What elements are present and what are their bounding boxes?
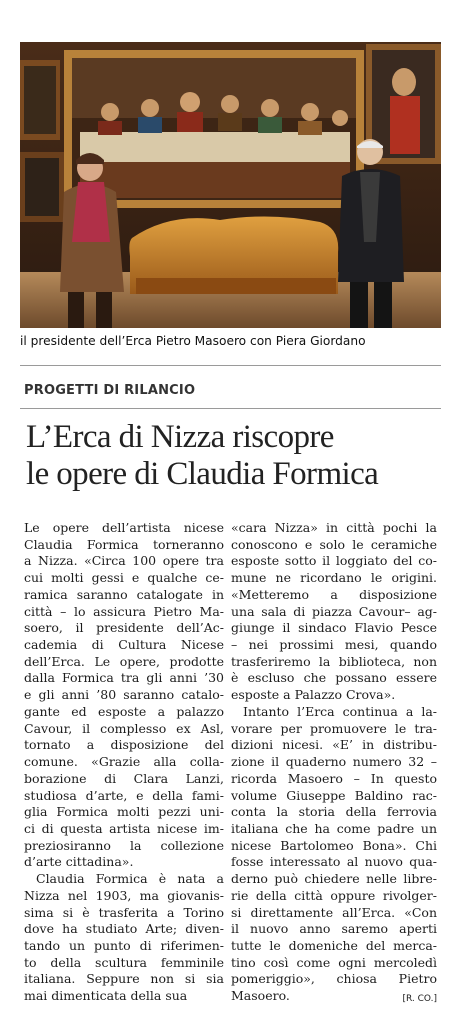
article-line: dalla Formica tra gli anni ’30: [24, 670, 224, 686]
article-line: fosse interessato al nuovo qua-: [231, 854, 437, 870]
article-line: [231, 988, 437, 1005]
article-line-end: Masoero.: [231, 988, 290, 1004]
article-line: comune. «Grazie alla colla-: [24, 754, 224, 770]
article-line: «cara Nizza» in città pochi la: [231, 520, 437, 535]
article-line: – nei prossimi mesi, quando: [231, 637, 437, 653]
article-line: mai dimenticata della sua: [24, 988, 188, 1004]
article-line: Nizza nel 1903, ma giovanis-: [24, 887, 224, 903]
article-line: derno può chiedere nelle libre-: [231, 871, 437, 887]
article-line: «Metteremo a disposizione: [231, 586, 437, 602]
article-line: tutte le domeniche del merca-: [231, 937, 437, 953]
article-line: giunge il sindaco Flavio Pesce: [231, 620, 437, 636]
article-line: dove ha studiato Arte; diven-: [24, 921, 224, 937]
article-line: zione il quaderno numero 32 –: [231, 754, 437, 770]
article-line: esposte a Palazzo Crova».: [231, 687, 396, 703]
article-line: tando un punto di riferimen-: [24, 937, 224, 953]
article-line: si direttamente all’Erca. «Con: [231, 904, 437, 920]
article-line: studiosa d’arte, e della fami-: [24, 787, 224, 803]
article-line: ramica saranno catalogate in: [24, 586, 224, 602]
article-column-left: [24, 520, 224, 1005]
article-line: il nuovo anno saremo aperti: [231, 921, 437, 937]
article-line: trasferiremo la biblioteca, non: [231, 653, 437, 669]
section-divider-top: [20, 365, 441, 366]
article-line: esposte sotto il loggiato del co-: [231, 553, 437, 569]
article-line: e gli anni ’80 saranno catalo-: [24, 687, 224, 703]
headline: [26, 419, 441, 493]
article-line: ricorda Masoero – In questo: [231, 770, 437, 786]
article-line: volume Giuseppe Baldino rac-: [231, 787, 437, 803]
article-line: dizioni nicesi. «E’ in distribu-: [231, 737, 437, 753]
article-line: italiana che ha come padre un: [231, 820, 437, 836]
article-line: cui molti gessi e qualche ce-: [24, 570, 224, 586]
article-line: rie della città oppure rivolger-: [231, 887, 437, 903]
article-line: a Nizza. «Circa 100 opere tra: [24, 553, 224, 569]
article-line: città – lo assicura Pietro Ma-: [24, 603, 224, 619]
article-line: glia Formica molti pezzi uni-: [24, 804, 224, 820]
section-divider-bottom: [20, 408, 441, 409]
article-line: tino così come ogni mercoledì: [231, 954, 437, 970]
article-line: gante ed esposte a palazzo: [24, 703, 224, 719]
article-line: conta la storia della ferrovia: [231, 804, 437, 820]
article-line: vorare per promuovere le tra-: [231, 720, 437, 736]
article-line: Claudia Formica torneranno: [24, 536, 224, 552]
article-line: Claudia Formica è nata a: [36, 871, 224, 887]
article-line: sima si è trasferita a Torino: [24, 904, 224, 920]
article-line: Cavour, il complesso ex Asl,: [24, 720, 224, 736]
article-line: borazione di Clara Lanzi,: [24, 770, 224, 786]
article-line: pomeriggio», chiosa Pietro: [231, 971, 437, 987]
article-photo: [20, 42, 441, 328]
article-line: una sala di piazza Cavour– ag-: [231, 603, 437, 619]
article-line: Le opere dell’artista nicese: [24, 520, 224, 535]
article-line: nicese Bartolomeo Bona». Chi: [231, 837, 437, 853]
article-line: soero, il presidente dell’Ac-: [24, 620, 224, 636]
article-line: Intanto l’Erca continua a la-: [243, 703, 437, 719]
headline-line-1: L’Erca di Nizza riscopre: [26, 419, 334, 455]
article-line: conoscono e solo le ceramiche: [231, 536, 437, 552]
kicker: PROGETTI DI RILANCIO: [24, 383, 196, 398]
article-line: tornato a disposizione del: [24, 737, 224, 753]
article-column-right: [231, 520, 437, 1005]
photo-illustration: [20, 42, 441, 328]
article-line: d’arte cittadina».: [24, 854, 134, 870]
article-line: to della scultura femminile: [24, 954, 224, 970]
article-line: cademia di Cultura Nicese: [24, 637, 224, 653]
article-line: è escluso che possano essere: [231, 670, 437, 686]
article-line: mune ne ricordano le origini.: [231, 570, 437, 586]
article-line: italiana. Seppure non si sia: [24, 971, 224, 987]
headline-line-2: le opere di Claudia Formica: [26, 456, 379, 492]
article-line: dell’Erca. Le opere, prodotte: [24, 653, 224, 669]
article-line: ci di questa artista nicese im-: [24, 820, 224, 836]
photo-caption: il presidente dell’Erca Pietro Masoero con Piera Giordano: [20, 334, 366, 348]
author-signature: [R. CO.]: [402, 994, 437, 1005]
article-line: preziosiranno la collezione: [24, 837, 224, 853]
